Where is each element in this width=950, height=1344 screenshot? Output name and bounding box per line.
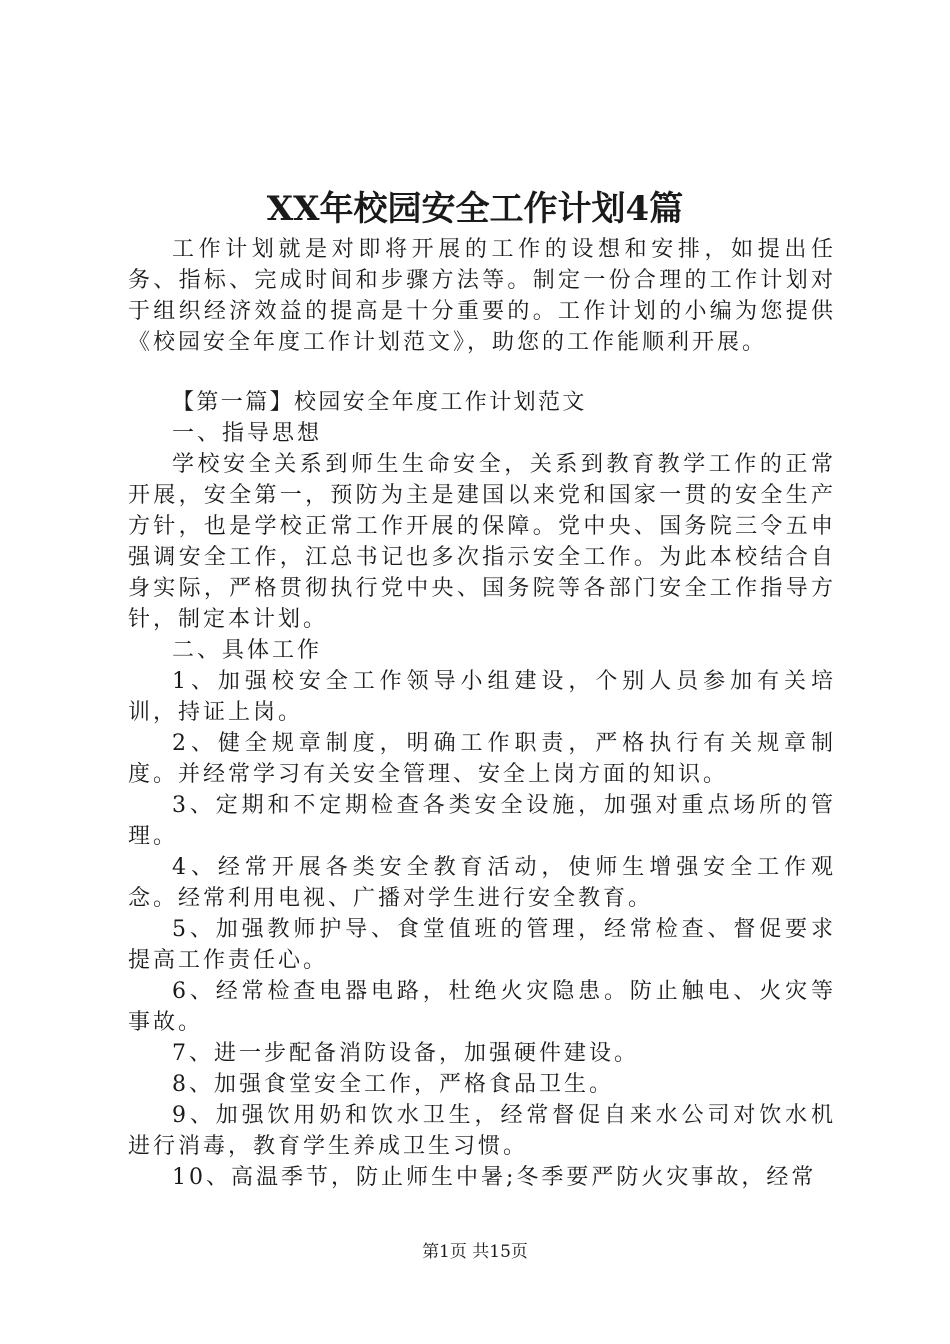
list-item: 2、健全规章制度，明确工作职责，严格执行有关规章制度。并经常学习有关安全管理、安全上岗方面的知识。 xyxy=(128,731,836,787)
list-item: 4、经常开展各类安全教育活动，使师生增强安全工作观念。经常利用电视、广播对学生进行安全教育。 xyxy=(128,855,836,911)
intro-paragraph: 工作计划就是对即将开展的工作的设想和安排，如提出任务、指标、完成时间和步骤方法等。制定一份合理的工作计划对于组织经济效益的提高是十分重要的。工作计划的小编为您提供《校园安全年度工作计划范文》，助您的工作能顺利开展。 xyxy=(128,237,836,355)
page-number-footer: 第1页 共15页 xyxy=(422,1242,528,1262)
document-title: XX年校园安全工作计划4篇 xyxy=(266,189,684,229)
list-item: 9、加强饮用奶和饮水卫生，经常督促自来水公司对饮水机进行消毒，教育学生养成卫生习惯。 xyxy=(128,1103,836,1159)
list-item: 8、加强食堂安全工作，严格食品卫生。 xyxy=(172,1072,614,1097)
section-heading: 【第一篇】校园安全年度工作计划范文 xyxy=(172,390,587,415)
list-item: 10、高温季节，防止师生中暑;冬季要严防火灾事故，经常 xyxy=(172,1165,817,1190)
heading-guiding-thought: 一、指导思想 xyxy=(172,421,323,446)
guiding-thought-paragraph: 学校安全关系到师生生命安全，关系到教育教学工作的正常开展，安全第一，预防为主是建国以来党和国家一贯的安全生产方针，也是学校正常工作开展的保障。党中央、国务院三令五申强调安全工作，江总书记也多次指示安全工作。为此本校结合自身实际，严格贯彻执行党中央、国务院等各部门安全工作指导方针，制定本计划。 xyxy=(128,452,836,632)
list-item: 6、经常检查电器电路，杜绝火灾隐患。防止触电、火灾等事故。 xyxy=(128,979,836,1035)
list-item: 5、加强教师护导、食堂值班的管理，经常检查、督促要求提高工作责任心。 xyxy=(128,917,836,973)
list-item: 1、加强校安全工作领导小组建设，个别人员参加有关培训，持证上岗。 xyxy=(128,669,836,725)
heading-specific-work: 二、具体工作 xyxy=(172,638,323,663)
list-item: 3、定期和不定期检查各类安全设施，加强对重点场所的管理。 xyxy=(128,793,836,849)
document-body xyxy=(128,234,836,1193)
paragraph-gap xyxy=(128,358,836,387)
list-item: 7、进一步配备消防设备，加强硬件建设。 xyxy=(172,1041,639,1066)
